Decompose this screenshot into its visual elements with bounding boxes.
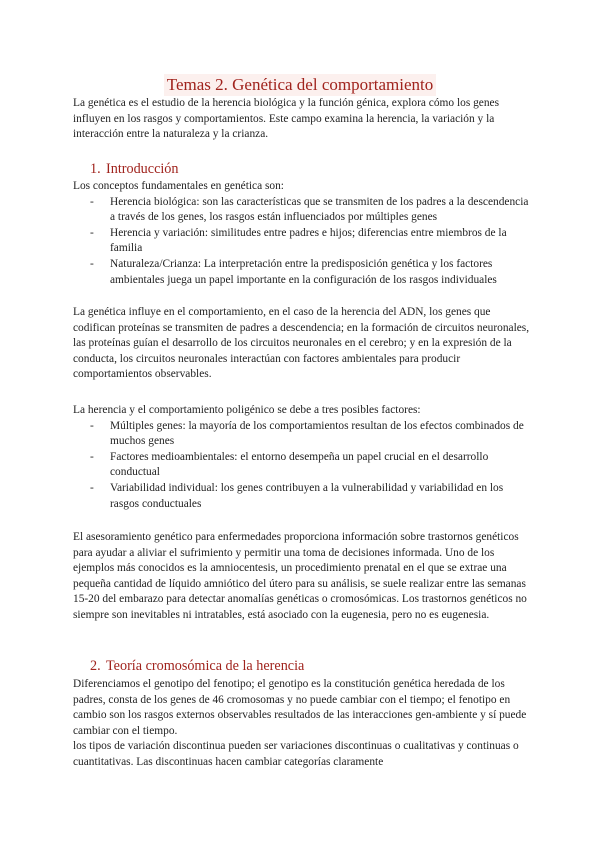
section1-paragraph2	[73, 530, 530, 624]
list-item: - Variabilidad individual: los genes contribuyen a la vulnerabilidad y variabilidad en los rasgos conductuales	[73, 481, 530, 512]
section2-number: 2.	[90, 658, 101, 674]
list-item: - Naturaleza/Crianza: La interpretación entre la predisposición genética y los factores ambientales juega un papel importante en la configuración de los rasgos individuales	[73, 257, 530, 288]
title-wrap	[0, 74, 600, 96]
concepts-lead: Los conceptos fundamentales en genética son:	[73, 180, 284, 192]
section1-heading	[73, 160, 530, 178]
section2-heading	[73, 657, 530, 675]
genotype-phenotype-paragraph: Diferenciamos el genotipo del fenotipo; el genotipo es la constitución genética heredada de los padres, consta de los genes de 46 cromosomas y no puede cambiar con el tiempo; el fenotipo en cambio son los rasgos externos observables resultados de las interacciones gen-ambiente y sí puede cambiar con el tiempo.	[73, 678, 527, 737]
list-item: - Herencia y variación: similitudes entre padres e hijos; diferencias entre miembros de la familia	[73, 226, 530, 257]
section1-factors	[73, 403, 530, 512]
list-item: - Múltiples genes: la mayoría de los comportamientos resultan de los efectos combinados de muchos genes	[73, 419, 530, 450]
factors-list	[73, 419, 530, 513]
section1-paragraph1	[73, 305, 530, 383]
concepts-list	[73, 195, 530, 289]
intro-block	[73, 96, 530, 143]
factors-lead: La herencia y el comportamiento poligénico se debe a tres posibles factores:	[73, 404, 421, 416]
list-item: - Herencia biológica: son las características que se transmiten de los padres a la descendencia a través de los genes, los rasgos están influenciados por múltiples genes	[73, 195, 530, 226]
intro-paragraph: La genética es el estudio de la herencia biológica y la función génica, explora cómo los genes influyen en los rasgos y comportamientos. Este campo examina la herencia, la variación y la interacción entre la naturaleza y la crianza.	[73, 97, 500, 141]
genetics-behavior-paragraph: La genética influye en el comportamiento, en el caso de la herencia del ADN, los genes que codifican proteínas se transmiten de padres a descendencia; en la formación de circuitos neuronales, las proteínas guían el desarrollo de los circuitos neuronales en el cerebro; y en la expresión de la conducta, los circuitos neuronales interactúan con factores ambientales para producir comportamientos observables.	[73, 306, 530, 381]
section2-title: Teoría cromosómica de la herencia	[106, 658, 305, 674]
variation-paragraph: los tipos de variación discontinua pueden ser variaciones discontinuas o cualitativas y continuas o cuantitativas. Las discontinuas hacen cambiar categorías claramente	[73, 740, 519, 768]
genetic-counseling-paragraph: El asesoramiento genético para enfermedades proporciona información sobre trastornos genéticos para ayudar a aliviar el sufrimiento y permitir una toma de decisiones informada. Uno de los ejemplos más conocidos es la amniocentesis, un procedimiento prenatal en el que se extrae una pequeña cantidad de líquido amniótico del útero para su análisis, se suele realizar entre las semanas 15-20 del embarazo para detectar anomalías genéticas o cromosómicas. Los trastornos genéticos no siempre son inevitables ni intratables, está asociado con la eugenesia, pero no es eugenesia.	[73, 531, 527, 621]
section1-title: Introducción	[106, 161, 179, 177]
document-title: Temas 2. Genética del comportamiento	[164, 74, 436, 96]
section2-body	[73, 677, 530, 771]
section1-number: 1.	[90, 161, 101, 177]
list-item: - Factores medioambientales: el entorno desempeña un papel crucial en el desarrollo conductual	[73, 450, 530, 481]
section1-concepts	[73, 179, 530, 288]
